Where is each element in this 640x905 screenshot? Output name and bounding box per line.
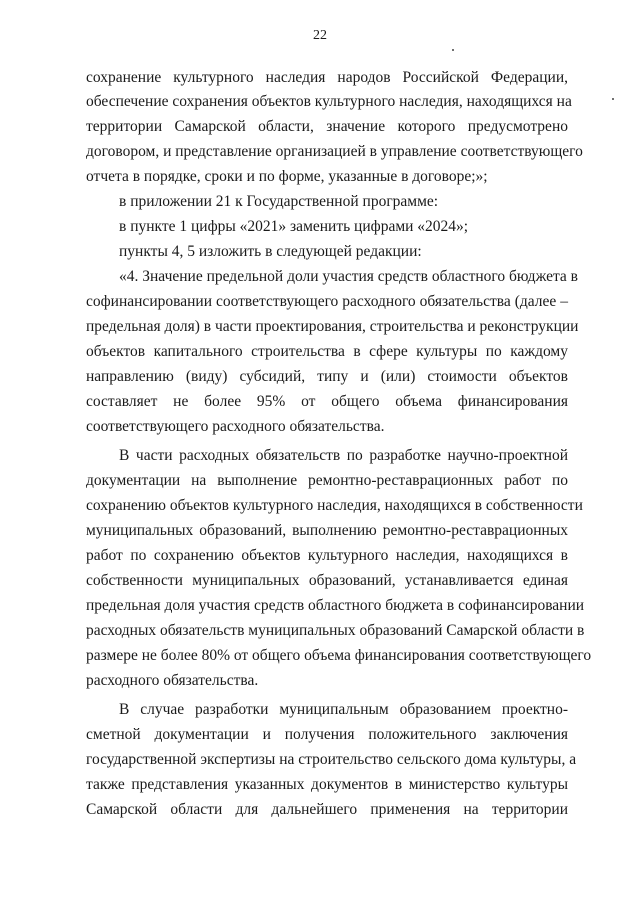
text-line: объектов капитального строительства в сфере культуры по каждому	[86, 343, 568, 360]
text-line: предельная доля) в части проектирования, строительства и реконструкции	[86, 318, 579, 335]
text-line: государственной экспертизы на строительство сельского дома культуры, а	[86, 751, 577, 768]
text-line: договором, и представление организацией в управление соответствующего	[86, 143, 583, 160]
text-line: отчета в порядке, сроки и по форме, указанные в договоре;»;	[86, 168, 488, 185]
text-line: работ по сохранению объектов культурного наследия, находящихся в	[86, 547, 568, 564]
text-line: В части расходных обязательств по разработке научно-проектной	[119, 447, 568, 464]
text-line: в приложении 21 к Государственной программе:	[119, 193, 439, 210]
text-line: в пункте 1 цифры «2021» заменить цифрами «2024»;	[119, 218, 469, 235]
scan-speck	[612, 98, 614, 100]
text-line: сохранению объектов культурного наследия, находящихся в собственности	[86, 497, 583, 514]
text-line: расходных обязательств муниципальных образований Самарской области в	[86, 622, 585, 639]
text-line: В случае разработки муниципальным образованием проектно-	[119, 701, 568, 718]
text-line: обеспечение сохранения объектов культурного наследия, находящихся на	[86, 93, 572, 110]
text-line: соответствующего расходного обязательства.	[86, 418, 385, 435]
page-number: 22	[313, 28, 327, 43]
text-line: сохранение культурного наследия народов Российской Федерации,	[86, 69, 568, 86]
text-line: также представления указанных документов в министерство культуры	[86, 776, 568, 793]
text-line: территории Самарской области, значение которого предусмотрено	[86, 118, 568, 135]
text-line: предельная доля участия средств областного бюджета в софинансировании	[86, 597, 585, 614]
text-line: Самарской области для дальнейшего применения на территории	[86, 801, 568, 818]
scan-speck	[452, 49, 454, 51]
text-line: софинансировании соответствующего расходного обязательства (далее –	[86, 293, 568, 310]
text-line: сметной документации и получения положительного заключения	[86, 726, 568, 743]
text-line: составляет не более 95% от общего объема финансирования	[86, 393, 568, 410]
text-line: муниципальных образований, выполнению ремонтно-реставрационных	[86, 522, 568, 539]
text-line: пункты 4, 5 изложить в следующей редакции:	[119, 243, 422, 260]
text-line: документации на выполнение ремонтно-реставрационных работ по	[86, 472, 568, 489]
text-line: направлению (виду) субсидий, типу и (или) стоимости объектов	[86, 368, 568, 385]
text-line: собственности муниципальных образований, устанавливается единая	[86, 572, 568, 589]
text-line: расходного обязательства.	[86, 672, 259, 689]
text-line: размере не более 80% от общего объема финансирования соответствующего	[86, 647, 592, 664]
text-line: «4. Значение предельной доли участия средств областного бюджета в	[119, 268, 578, 285]
